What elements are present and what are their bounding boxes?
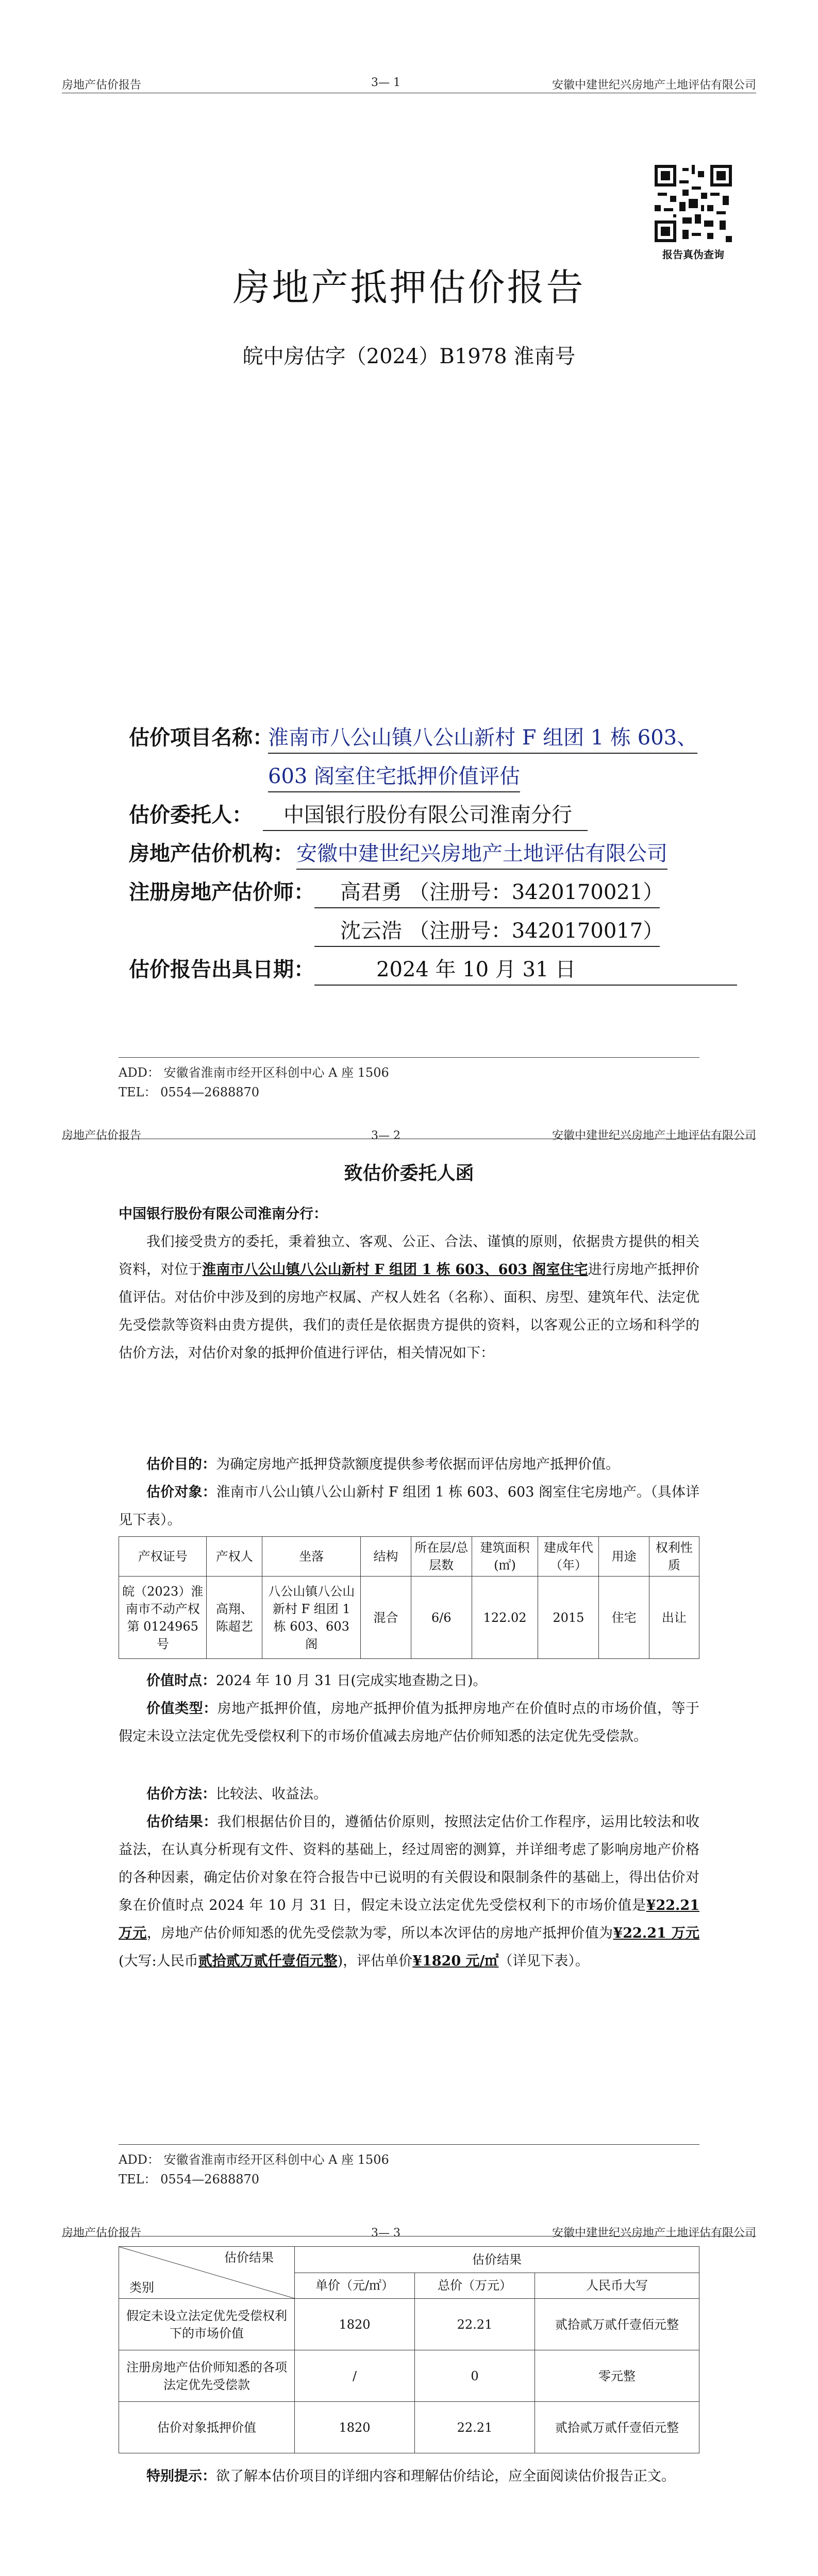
header-right: 安徽中建世纪兴房地产土地评估有限公司: [552, 1129, 756, 1142]
row-label: 注册房地产估价师知悉的各项法定优先受偿款: [119, 2350, 295, 2402]
header-page-number: 3— 1: [371, 76, 400, 89]
header-page-number: 3— 2: [371, 1129, 400, 1142]
row-label: 估价对象抵押价值: [119, 2402, 295, 2453]
footer-tel: TEL： 0554—2688870: [119, 1085, 260, 1099]
date-value: 2024 年 10 月 31 日: [314, 953, 737, 986]
object-text: 淮南市八公山镇八公山新村 F 组团 1 栋 603、603 阁室住宅房地产。（具体详见下表）。: [119, 1484, 700, 1528]
object-label: 估价对象：: [146, 1484, 216, 1500]
date-row: [129, 948, 706, 987]
footer-tel: TEL： 0554—2688870: [119, 2172, 260, 2187]
table-cell: 高翔、陈超艺: [207, 1577, 262, 1659]
table-header: 用途: [599, 1537, 649, 1577]
method-text: 比较法、收益法。: [216, 1786, 327, 1802]
results-col-unit: 单价（元/㎡）: [295, 2273, 415, 2299]
intro-property: 淮南市八公山镇八公山新村 F 组团 1 栋 603、603 阁室住宅: [202, 1262, 588, 1278]
client-row: [129, 793, 706, 832]
header-left: 房地产估价报告: [62, 1129, 142, 1142]
table-row: [119, 1577, 699, 1659]
results-header-row: [119, 2247, 699, 2273]
value-date-para: [119, 1667, 699, 1695]
table-header: 建筑面积(㎡): [472, 1537, 538, 1577]
intro-text-a: 我们接受贵方的委托，秉着独立、客观、公正、合法、谨慎的原则，依据贵方提供的相关资料，对位于: [119, 1234, 699, 1278]
header-left: 房地产估价报告: [62, 2227, 142, 2240]
result-label: 估价结果：: [146, 1814, 218, 1830]
method-para: [119, 1781, 699, 1808]
table-cell: 出让: [649, 1577, 699, 1659]
notice-text: 欲了解本估价项目的详细内容和理解估价结论，应全面阅读估价报告正文。: [216, 2468, 675, 2484]
page-header: [62, 72, 756, 93]
table-cell: 混合: [361, 1577, 411, 1659]
table-header: 坐落: [262, 1537, 361, 1577]
table-row: [119, 2299, 699, 2350]
value-date-text: 2024 年 10 月 31 日(完成实地查勘之日)。: [216, 1673, 487, 1689]
row-total: 0: [415, 2350, 535, 2402]
project-row: [129, 716, 706, 755]
letter-title: 致估价委托人函: [344, 1162, 474, 1184]
method-label: 估价方法：: [146, 1786, 216, 1802]
cover-page: [0, 0, 818, 1097]
client-value: 中国银行股份有限公司淮南分行: [263, 799, 588, 831]
project-label: 估价项目名称：: [129, 725, 273, 750]
table-cell: 122.02: [472, 1577, 538, 1659]
row-total: 22.21: [415, 2402, 535, 2453]
row-words: 零元整: [535, 2350, 699, 2402]
table-header: 结构: [361, 1537, 411, 1577]
object-para: [119, 1479, 699, 1534]
page-footer: [119, 1057, 699, 1102]
table-header: 权利性质: [649, 1537, 699, 1577]
row-total: 22.21: [415, 2299, 535, 2350]
result-para: [119, 1808, 699, 1975]
project-value-line2: 603 阁室住宅抵押价值评估: [268, 760, 520, 792]
project-value-line1: 淮南市八公山镇八公山新村 F 组团 1 栋 603、: [268, 721, 697, 754]
results-group-header: 估价结果: [295, 2247, 699, 2273]
result-mortgage-value: ¥22.21 万元: [613, 1925, 700, 1941]
result-text-e: （详见下表）。: [498, 1953, 589, 1969]
result-text-b: ，房地产估价师知悉的优先受偿款为零，所以本次评估的房地产抵押价值为: [146, 1925, 613, 1941]
date-label: 估价报告出具日期：: [129, 957, 314, 981]
table-header: 建成年代（年）: [538, 1537, 599, 1577]
page-footer: [119, 2144, 699, 2189]
value-type-label: 价值类型：: [146, 1701, 218, 1717]
result-unit-price: ¥1820 元/㎡: [412, 1953, 499, 1969]
purpose-para: [119, 1451, 699, 1479]
header-right: 安徽中建世纪兴房地产土地评估有限公司: [552, 2227, 756, 2240]
table-header: 所在层/总层数: [411, 1537, 472, 1577]
corner-top-label: 估价结果: [224, 2250, 274, 2265]
results-page: [0, 2205, 818, 2576]
result-text-c: (大写:人民币: [119, 1953, 198, 1969]
footer-address: ADD： 安徽省淮南市经开区科创中心 A 座 1506: [119, 2153, 389, 2167]
qr-caption: 报告真伪查询: [662, 248, 724, 261]
letter-page: [0, 1103, 818, 2200]
agency-label: 房地产估价机构：: [129, 841, 294, 866]
appraiser-label: 注册房地产估价师：: [129, 880, 314, 904]
row-words: 贰拾贰万贰仟壹佰元整: [535, 2299, 699, 2350]
table-cell: 6/6: [411, 1577, 472, 1659]
property-table: [119, 1536, 699, 1659]
value-type-para: [119, 1695, 699, 1751]
results-table: [119, 2246, 699, 2453]
purpose-text: 为确定房地产抵押贷款额度提供参考依据而评估房地产抵押价值。: [216, 1456, 620, 1472]
page-header: [62, 2215, 756, 2240]
results-corner-cell: [119, 2247, 295, 2299]
letter-intro: [119, 1228, 699, 1367]
result-text-a: 我们根据估价目的，遵循估价原则，按照法定估价工作程序，运用比较法和收益法，在认真分析现有文件、资料的基础上，经过周密的测算，并详细考虑了影响房地产价格的各种因素，确定估价对象在符合报告中已说明的有关假设和限制条件的基础上，得出估价对象在价值时点 2024 年 10 月 31 日，假定未设立法定优先受偿权利下的市场价值是: [119, 1814, 700, 1913]
header-page-number: 3— 3: [371, 2227, 400, 2240]
row-unit: 1820: [295, 2299, 415, 2350]
cover-info-block: [129, 716, 706, 987]
footer-address: ADD： 安徽省淮南市经开区科创中心 A 座 1506: [119, 1065, 389, 1080]
appraiser-1: 高君勇 （注册号：3420170021）: [314, 876, 660, 908]
result-value-words: 贰拾贰万贰仟壹佰元整: [198, 1953, 338, 1969]
agency-row: [129, 832, 706, 871]
value-date-label: 价值时点：: [146, 1673, 216, 1689]
table-header: 产权人: [207, 1537, 262, 1577]
appraiser-row-2: [129, 909, 706, 948]
row-unit: 1820: [295, 2402, 415, 2453]
header-right: 安徽中建世纪兴房地产土地评估有限公司: [552, 79, 756, 92]
special-notice: [119, 2463, 699, 2490]
corner-bottom-label: 类别: [129, 2280, 154, 2295]
results-col-words: 人民币大写: [535, 2273, 699, 2299]
header-left: 房地产估价报告: [62, 79, 142, 92]
table-row: [119, 2350, 699, 2402]
qr-code-icon[interactable]: [655, 165, 732, 242]
result-market-value: ¥22.21 万元: [119, 1897, 699, 1941]
value-type-text: 房地产抵押价值，房地产抵押价值为抵押房地产在价值时点的市场价值，等于假定未设立法定优先受偿权利下的市场价值减去房地产估价师知悉的法定优先受偿款。: [119, 1701, 700, 1744]
appraiser-2: 沈云浩 （注册号：3420170017）: [314, 914, 660, 947]
table-cell: 八公山镇八公山新村 F 组团 1 栋 603、603 阁: [262, 1577, 361, 1659]
project-row-2: [129, 755, 706, 793]
table-cell: 2015: [538, 1577, 599, 1659]
page-header: [62, 1118, 756, 1142]
report-title: 房地产抵押估价报告: [232, 266, 586, 309]
purpose-label: 估价目的：: [146, 1456, 216, 1472]
row-unit: /: [295, 2350, 415, 2402]
appraiser-row: [129, 871, 706, 909]
table-header-row: [119, 1537, 699, 1577]
row-words: 贰拾贰万贰仟壹佰元整: [535, 2402, 699, 2453]
table-header: 产权证号: [119, 1537, 207, 1577]
document-number: 皖中房估字（2024）B1978 淮南号: [242, 345, 576, 368]
agency-value: 安徽中建世纪兴房地产土地评估有限公司: [296, 837, 667, 870]
letter-addressee: 中国银行股份有限公司淮南分行：: [119, 1206, 327, 1222]
client-label: 估价委托人：: [129, 803, 253, 827]
notice-label: 特别提示：: [146, 2468, 216, 2484]
result-text-d: )，评估单价: [337, 1953, 413, 1969]
table-row: [119, 2402, 699, 2453]
results-col-total: 总价（万元）: [415, 2273, 535, 2299]
table-cell: 皖（2023）淮南市不动产权第 0124965 号: [119, 1577, 207, 1659]
table-cell: 住宅: [599, 1577, 649, 1659]
row-label: 假定未设立法定优先受偿权利下的市场价值: [119, 2299, 295, 2350]
intro-text-c: 进行房地产抵押价值评估。对估价中涉及到的房地产权属、产权人姓名（名称）、面积、房型、建筑年代、法定优先受偿款等资料由贵方提供，我们的责任是依据贵方提供的资料，以客观公正的立场和科学的估价方法，对估价对象的抵押价值进行评估，相关情况如下：: [119, 1262, 700, 1361]
